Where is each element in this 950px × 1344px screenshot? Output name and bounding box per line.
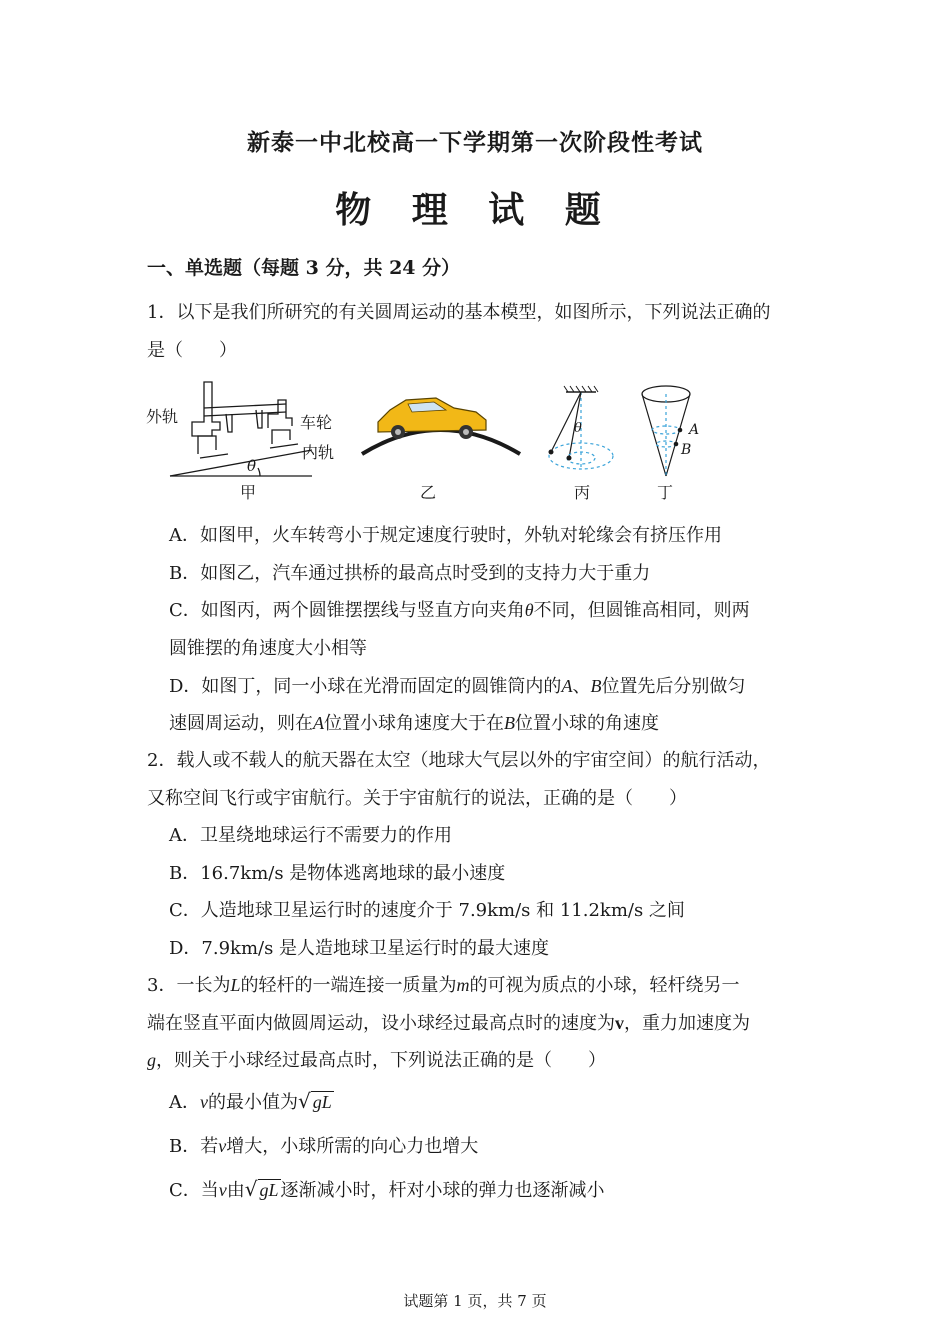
q2-option-a: A．卫星绕地球运行不需要力的作用 <box>169 825 452 846</box>
label-point-b: B <box>681 442 692 458</box>
label-theta-bing: θ <box>574 421 582 436</box>
q1-option-c-line2: 圆锥摆的角速度大小相等 <box>169 638 367 659</box>
q3-stem-line3: g，则关于小球经过最高点时，下列说法正确的是（ ） <box>147 1050 606 1071</box>
q3-option-a: A．v的最小值为√ gL <box>169 1089 332 1113</box>
exam-title: 新泰一中北校高一下学期第一次阶段性考试 <box>247 129 703 156</box>
q3-option-c: C．当v由√ gL 逐渐减小时，杆对小球的弹力也逐渐减小 <box>169 1177 605 1201</box>
label-yi: 乙 <box>420 483 437 502</box>
q1-option-c: C．如图丙，两个圆锥摆摆线与竖直方向夹角θ不同，但圆锥高相同，则两 <box>169 600 750 621</box>
q1-option-a: A．如图甲，火车转弯小于规定速度行驶时，外轨对轮缘会有挤压作用 <box>169 525 722 546</box>
q1-option-d-line2: 速圆周运动，则在A位置小球角速度大于在B位置小球的角速度 <box>169 713 659 734</box>
section-heading: 一、单选题（每题 3 分，共 24 分） <box>147 257 461 279</box>
sqrt-gl: √ gL <box>298 1089 332 1113</box>
q1-option-b: B．如图乙，汽车通过拱桥的最高点时受到的支持力大于重力 <box>169 563 651 584</box>
q2-option-c: C．人造地球卫星运行时的速度介于 7.9km/s 和 11.2km/s 之间 <box>169 900 685 921</box>
q1-figure <box>140 372 720 507</box>
q2-stem-line2: 又称空间飞行或宇宙航行。关于宇宙航行的说法，正确的是（ ） <box>147 788 687 809</box>
figure-yi <box>362 398 520 454</box>
label-jia: 甲 <box>240 483 257 502</box>
page-footer: 试题第 1 页，共 7 页 <box>403 1292 547 1310</box>
label-bing: 丙 <box>574 483 591 502</box>
label-outer-rail: 外轨 <box>146 407 179 426</box>
label-wheel: 车轮 <box>300 413 333 432</box>
label-inner-rail: 内轨 <box>302 443 335 462</box>
q1-stem-line1: 1．以下是我们所研究的有关圆周运动的基本模型，如图所示，下列说法正确的 <box>147 302 771 323</box>
q2-option-d: D．7.9km/s 是人造地球卫星运行时的最大速度 <box>169 938 550 959</box>
q3-stem-line1: 3．一长为L的轻杆的一端连接一质量为m的可视为质点的小球，轻杆绕另一 <box>147 975 740 996</box>
subject-title: 物 理 试 题 <box>335 189 615 231</box>
q2-option-b: B．16.7km/s 是物体逃离地球的最小速度 <box>169 863 506 884</box>
q3-option-b: B．若v增大，小球所需的向心力也增大 <box>169 1136 479 1157</box>
label-theta-jia: θ <box>247 457 257 475</box>
q2-stem-line1: 2．载人或不载人的航天器在太空（地球大气层以外的宇宙空间）的航行活动， <box>147 750 771 771</box>
q1-stem-line2: 是（ ） <box>147 340 237 361</box>
label-point-a: A <box>689 422 700 438</box>
label-ding: 丁 <box>657 483 674 502</box>
figure-ding <box>642 386 690 476</box>
figure-jia <box>170 382 312 476</box>
sqrt-gl: √ gL <box>244 1177 279 1201</box>
q1-option-d: D．如图丁，同一小球在光滑而固定的圆锥筒内的A、B位置先后分别做匀 <box>169 676 746 697</box>
q3-stem-line2: 端在竖直平面内做圆周运动，设小球经过最高点时的速度为v，重力加速度为 <box>147 1013 750 1034</box>
